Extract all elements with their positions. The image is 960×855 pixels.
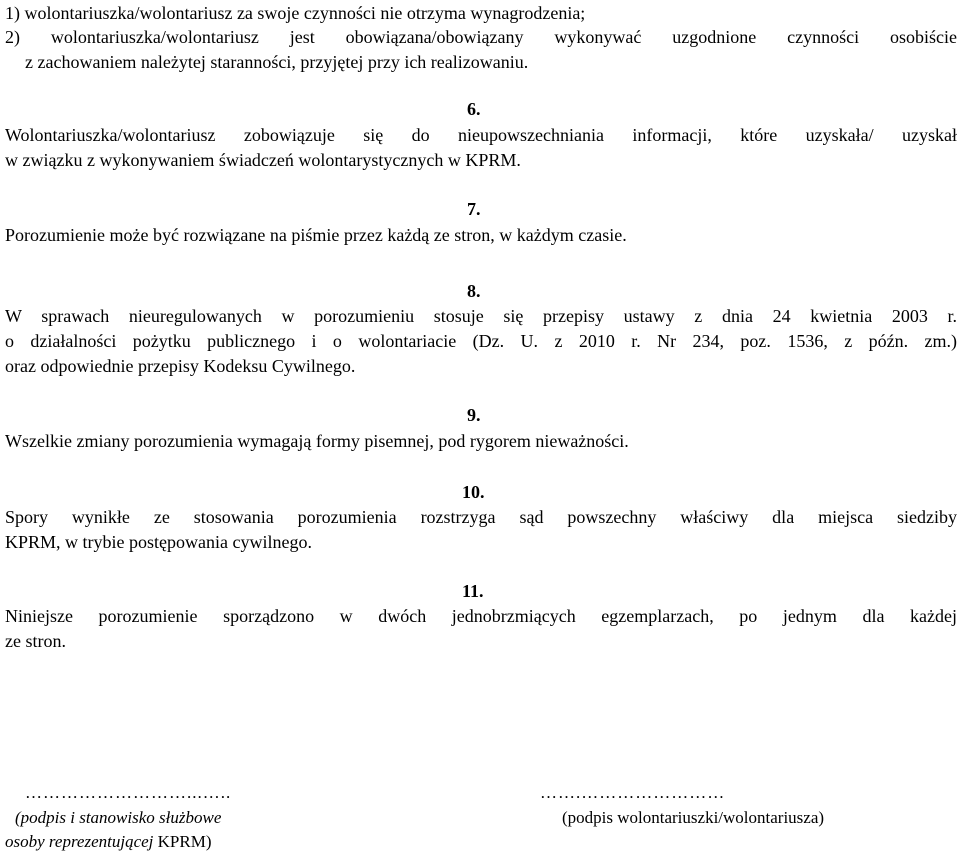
section-8-line-3: oraz odpowiednie przepisy Kodeksu Cywilnego. [5,356,356,376]
section-10-line-2: KPRM, w trybie postępowania cywilnego. [5,532,312,552]
section-6-line-1: Wolontariuszka/wolontariusz zobowiązuje się do nieupowszechniania informacji, które uzyskała/ uzyskał [5,125,957,145]
section-6-number: 6. [467,99,481,119]
right-signature-label: (podpis wolontariuszki/wolontariusza) [562,808,825,827]
section-6-line-2: w związku z wykonywaniem świadczeń wolontarystycznych w KPRM. [5,150,521,170]
section-9-line-1: Wszelkie zmiany porozumienia wymagają formy pisemnej, pod rygorem nieważności. [5,431,629,451]
left-signature-label-2-italic: osoby reprezentującej [5,832,158,851]
section-8-line-2: o działalności pożytku publicznego i o wolontariacie (Dz. U. z 2010 r. Nr 234, poz. 1536, z późn. zm.) [5,331,957,351]
section-7-number: 7. [467,199,481,219]
list-item-1: 1) wolontariuszka/wolontariusz za swoje czynności nie otrzyma wynagrodzenia; [5,3,586,23]
section-7-line-1: Porozumienie może być rozwiązane na piśmie przez każdą ze stron, w każdym czasie. [5,225,627,245]
section-10-line-1: Spory wynikłe ze stosowania porozumienia rozstrzyga sąd powszechny właściwy dla miejsca siedziby [5,507,957,527]
list-item-2-line-1: 2) wolontariuszka/wolontariusz jest obowiązana/obowiązany wykonywać uzgodnione czynności osobiście [5,27,957,47]
right-signature-line: …….…………………… [540,783,726,802]
section-10-number: 10. [462,482,485,502]
left-signature-label-2-plain: KPRM) [157,832,212,851]
section-11-line-1: Niniejsze porozumienie sporządzono w dwóch jednobrzmiących egzemplarzach, po jednym dla każdej [5,606,957,626]
left-signature-line: ………………………...….. [25,783,232,802]
section-8-number: 8. [467,281,481,301]
left-signature-label-2 [5,829,212,855]
left-signature-label-1: (podpis i stanowisko służbowe [15,808,222,827]
section-11-number: 11. [462,581,484,601]
section-11-line-2: ze stron. [5,631,66,651]
list-item-2-line-2: z zachowaniem należytej staranności, przyjętej przy ich realizowaniu. [25,52,529,72]
section-8-line-1: W sprawach nieuregulowanych w porozumieniu stosuje się przepisy ustawy z dnia 24 kwietnia 2003 r. [5,306,957,326]
section-9-number: 9. [467,405,481,425]
